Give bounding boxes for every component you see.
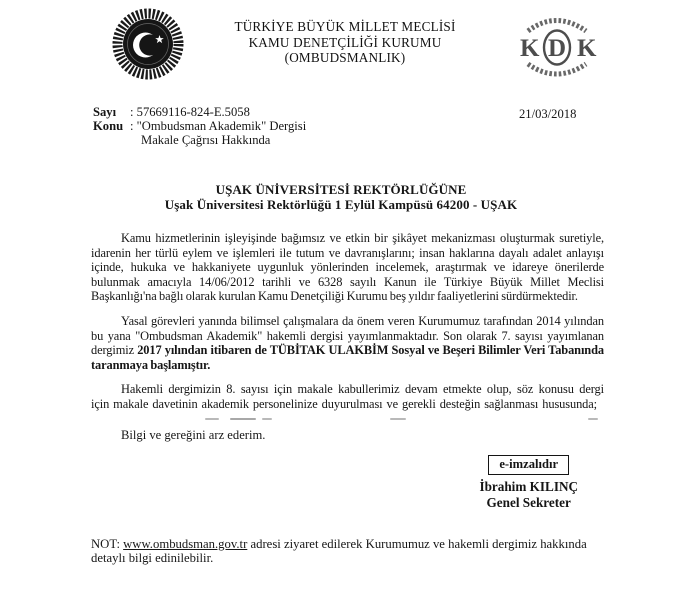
footer-note-text: adresi ziyaret edilerek Kurumumuz ve hakemli dergimiz hakkında detaylı bilgi edinilebilir.: [91, 537, 587, 566]
kdk-logo-icon: [512, 6, 600, 82]
kdk-letter-k2: K: [577, 35, 597, 62]
org-name-line2: KAMU DENETÇİLİĞİ KURUMU: [248, 34, 442, 50]
konu-value-line2: Makale Çağrısı Hakkında: [141, 132, 271, 147]
paragraph-2-bold-text: 2017 yılından itibaren de TÜBİTAK ULAKBİM Sosyal ve Beşeri Bilimler Veri Tabanında taranmaya başlamıştır.: [91, 343, 604, 372]
scan-artifact: [0, 417, 682, 421]
sayi-label: Sayı: [93, 105, 117, 119]
footer-note-label: NOT:: [91, 537, 120, 551]
addressee-line2: Uşak Üniversitesi Rektörlüğü 1 Eylül Kampüsü 64200 - UŞAK: [164, 196, 518, 212]
body-paragraph-3: Hakemli dergimizin 8. sayısı için makale kabullerimiz devam etmekte olup, söz konusu dergi için makale davetinin akademik personelinize duyurulması ve gerekli desteğin sağlanması hususunda;: [91, 382, 604, 411]
org-name-line1: TÜRKİYE BÜYÜK MİLLET MECLİSİ: [234, 19, 456, 34]
footer-website-link[interactable]: www.ombudsman.gov.tr: [123, 537, 248, 551]
signer-name: İbrahim KILINÇ: [479, 478, 578, 494]
konu-row: [93, 120, 306, 134]
footer-note: [91, 537, 609, 566]
body-paragraph-1: Kamu hizmetlerinin işleyişinde bağımsız ve etkin bir şikâyet mekanizması oluşturmak suretiyle, idarenin her türlü eylem ve işlemleri ile tutum ve davranışlarını; insan haklarına dayalı adalet anlayışı içinde, hukuka ve hakkaniyete uygunluk yönlerinden incelemek, araştırmak ve idareye önerilerde bulunmak amacıyla 14/06/2012 tarihli ve 6328 sayılı Kanun ile Türkiye Büyük Millet Meclisi Başkanlığı'na bağlı olarak kurulan Kamu Denetçiliği Kurumu beş yıldır faaliyetlerini sürdürmektedir.: [91, 231, 604, 304]
document-meta: [93, 106, 306, 147]
paragraph-2-normal-text: Yasal görevleri yanında bilimsel çalışmalara da önem veren Kurumumuz tarafından 2014 yılından bu yana "Ombudsman Akademik" hakemli dergisi yayımlanmaktadır. Son olarak 7. sayısı yayımlanan dergimiz: [91, 313, 604, 358]
document-date: 21/03/2018: [519, 107, 577, 121]
addressee-line1: UŞAK ÜNİVERSİTESİ REKTÖRLÜĞÜNE: [215, 182, 467, 197]
signature-block: [479, 455, 578, 511]
konu-value: : "Ombudsman Akademik" Dergisi: [130, 118, 307, 133]
letter-body: [91, 231, 604, 511]
body-paragraph-2: [91, 314, 604, 372]
e-signature-stamp: e-imzalıdır: [488, 455, 569, 475]
org-title: [170, 19, 520, 66]
closing-line: Bilgi ve gereğini arz ederim.: [121, 427, 266, 442]
sayi-value: : 57669116-824-E.5058: [130, 105, 250, 119]
konu-label: Konu: [93, 118, 124, 133]
org-name-line3: (OMBUDSMANLIK): [284, 50, 406, 66]
addressee-block: [0, 183, 682, 212]
sayi-row: [93, 106, 306, 120]
signer-title: Genel Sekreter: [486, 494, 571, 510]
kdk-letter-k1: K: [520, 35, 540, 62]
kdk-letter-d: D: [548, 35, 567, 62]
